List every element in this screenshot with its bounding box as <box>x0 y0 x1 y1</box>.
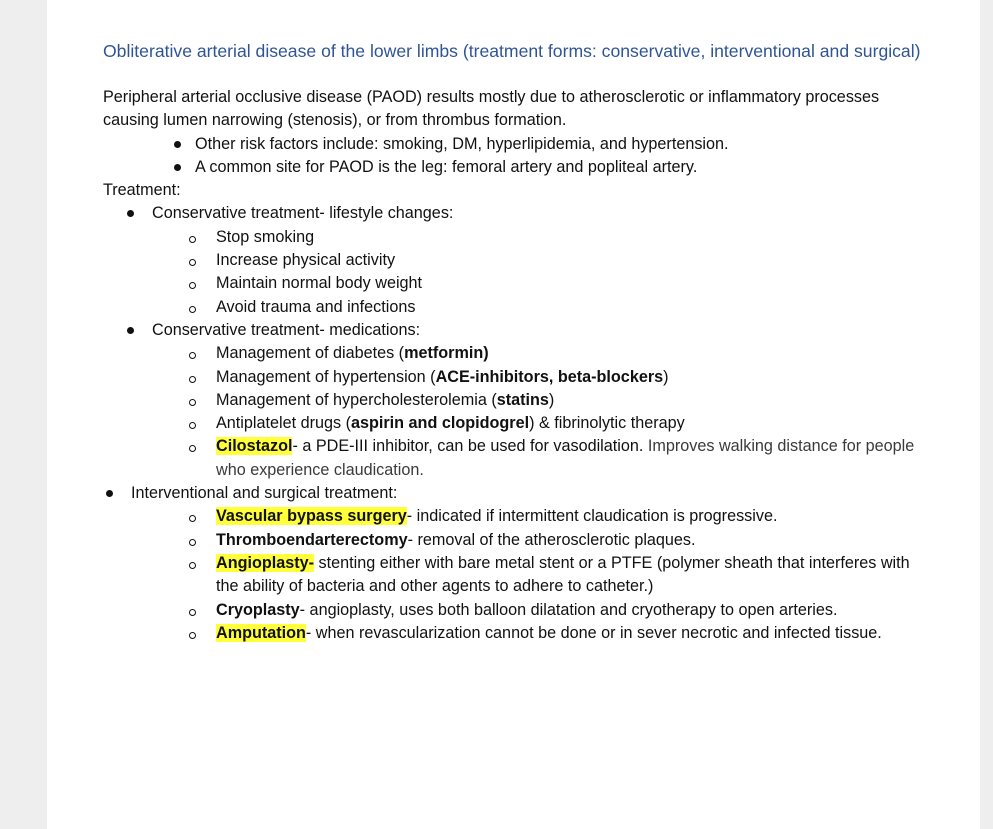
treatment-label: Treatment: <box>103 181 181 200</box>
procedure-text: - removal of the atherosclerotic plaques. <box>407 530 696 549</box>
medication-drug: statins <box>496 390 549 409</box>
circle-bullet-icon <box>189 306 196 313</box>
interventional-item <box>103 599 933 622</box>
circle-bullet-icon <box>189 445 196 452</box>
medication-item <box>103 412 933 435</box>
cilostazol-term: Cilostazol <box>216 437 293 456</box>
procedure-term: Amputation <box>216 623 306 642</box>
procedure-text: - indicated if intermittent claudication is progressive. <box>406 507 778 526</box>
lifestyle-item-text: Maintain normal body weight <box>216 274 423 293</box>
circle-bullet-icon <box>189 515 196 522</box>
medication-text: Management of hypertension ( <box>216 367 436 386</box>
medication-text-end: ) & fibrinolytic therapy <box>529 414 685 433</box>
circle-bullet-icon <box>189 282 196 289</box>
interventional-section <box>103 482 933 505</box>
circle-bullet-icon <box>189 632 196 639</box>
circle-bullet-icon <box>189 422 196 429</box>
circle-bullet-icon <box>189 376 196 383</box>
lifestyle-item <box>103 226 933 249</box>
medication-drug: aspirin and clopidogrel <box>350 414 530 433</box>
medication-text-end: ) <box>663 367 669 386</box>
lifestyle-item-text: Avoid trauma and infections <box>216 297 416 316</box>
intro-bullet-text: Other risk factors include: smoking, DM, hyperlipidemia, and hypertension. <box>195 134 729 153</box>
medication-text: Antiplatelet drugs ( <box>216 414 351 433</box>
procedure-text: - when revascularization cannot be done or in sever necrotic and infected tissue. <box>305 623 882 642</box>
lifestyle-title: Conservative treatment- lifestyle changes: <box>152 204 454 223</box>
circle-bullet-icon <box>189 236 196 243</box>
lifestyle-item <box>103 272 933 295</box>
cilostazol-text: - a PDE-III inhibitor, can be used for vasodilation. <box>292 437 644 456</box>
medication-text: Management of hypercholesterolemia ( <box>216 390 497 409</box>
medications-section <box>103 319 933 342</box>
interventional-item <box>103 505 933 528</box>
lifestyle-item-text: Stop smoking <box>216 227 315 246</box>
interventional-item <box>103 552 933 599</box>
medication-drug: metformin) <box>404 344 489 363</box>
lifestyle-item-text: Increase physical activity <box>216 251 396 270</box>
medication-item-cilostazol <box>103 435 933 482</box>
medication-item <box>103 389 933 412</box>
circle-bullet-icon <box>189 352 196 359</box>
medication-item <box>103 366 933 389</box>
cilostazol-note: Improves walking distance for people who experience claudication. <box>216 437 915 479</box>
procedure-text: stenting either with bare metal stent or a PTFE (polymer sheath that interferes with the ability of bacteria and other agents to adhere to catheter.) <box>216 553 910 596</box>
medications-title: Conservative treatment- medications: <box>152 320 421 339</box>
lifestyle-item <box>103 249 933 272</box>
circle-bullet-icon <box>189 609 196 616</box>
bullet-icon <box>127 210 134 217</box>
document-body <box>103 38 933 645</box>
lifestyle-section <box>103 202 933 225</box>
intro-bullet <box>103 133 933 156</box>
procedure-text: - angioplasty, uses both balloon dilatation and cryotherapy to open arteries. <box>299 600 838 619</box>
bullet-icon <box>127 327 134 334</box>
medication-text-end: ) <box>548 390 555 409</box>
medication-item <box>103 342 933 365</box>
interventional-item <box>103 622 933 645</box>
interventional-title: Interventional and surgical treatment: <box>131 484 398 503</box>
procedure-term: Vascular bypass surgery <box>216 507 407 526</box>
procedure-term: Thromboendarterectomy <box>216 530 408 549</box>
bullet-icon <box>174 164 181 171</box>
circle-bullet-icon <box>189 259 196 266</box>
procedure-term: Angioplasty- <box>216 553 315 572</box>
medication-drug: ACE-inhibitors, beta-blockers <box>435 367 664 386</box>
bullet-icon <box>174 141 181 148</box>
circle-bullet-icon <box>189 399 196 406</box>
circle-bullet-icon <box>189 539 196 546</box>
document-page <box>47 0 980 829</box>
procedure-term: Cryoplasty <box>216 600 300 619</box>
interventional-item <box>103 529 933 552</box>
intro-bullet <box>103 156 933 179</box>
intro-paragraph: Peripheral arterial occlusive disease (PAOD) results mostly due to atherosclerotic or inflammatory processes causing lumen narrowing (stenosis), or from thrombus formation. <box>103 88 880 130</box>
bullet-icon <box>106 490 113 497</box>
medication-text: Management of diabetes ( <box>216 344 405 363</box>
intro-bullet-text: A common site for PAOD is the leg: femoral artery and popliteal artery. <box>195 157 698 176</box>
document-heading: Obliterative arterial disease of the lower limbs (treatment forms: conservative, interventional and surgical) <box>103 41 921 61</box>
circle-bullet-icon <box>189 562 196 569</box>
lifestyle-item <box>103 296 933 319</box>
